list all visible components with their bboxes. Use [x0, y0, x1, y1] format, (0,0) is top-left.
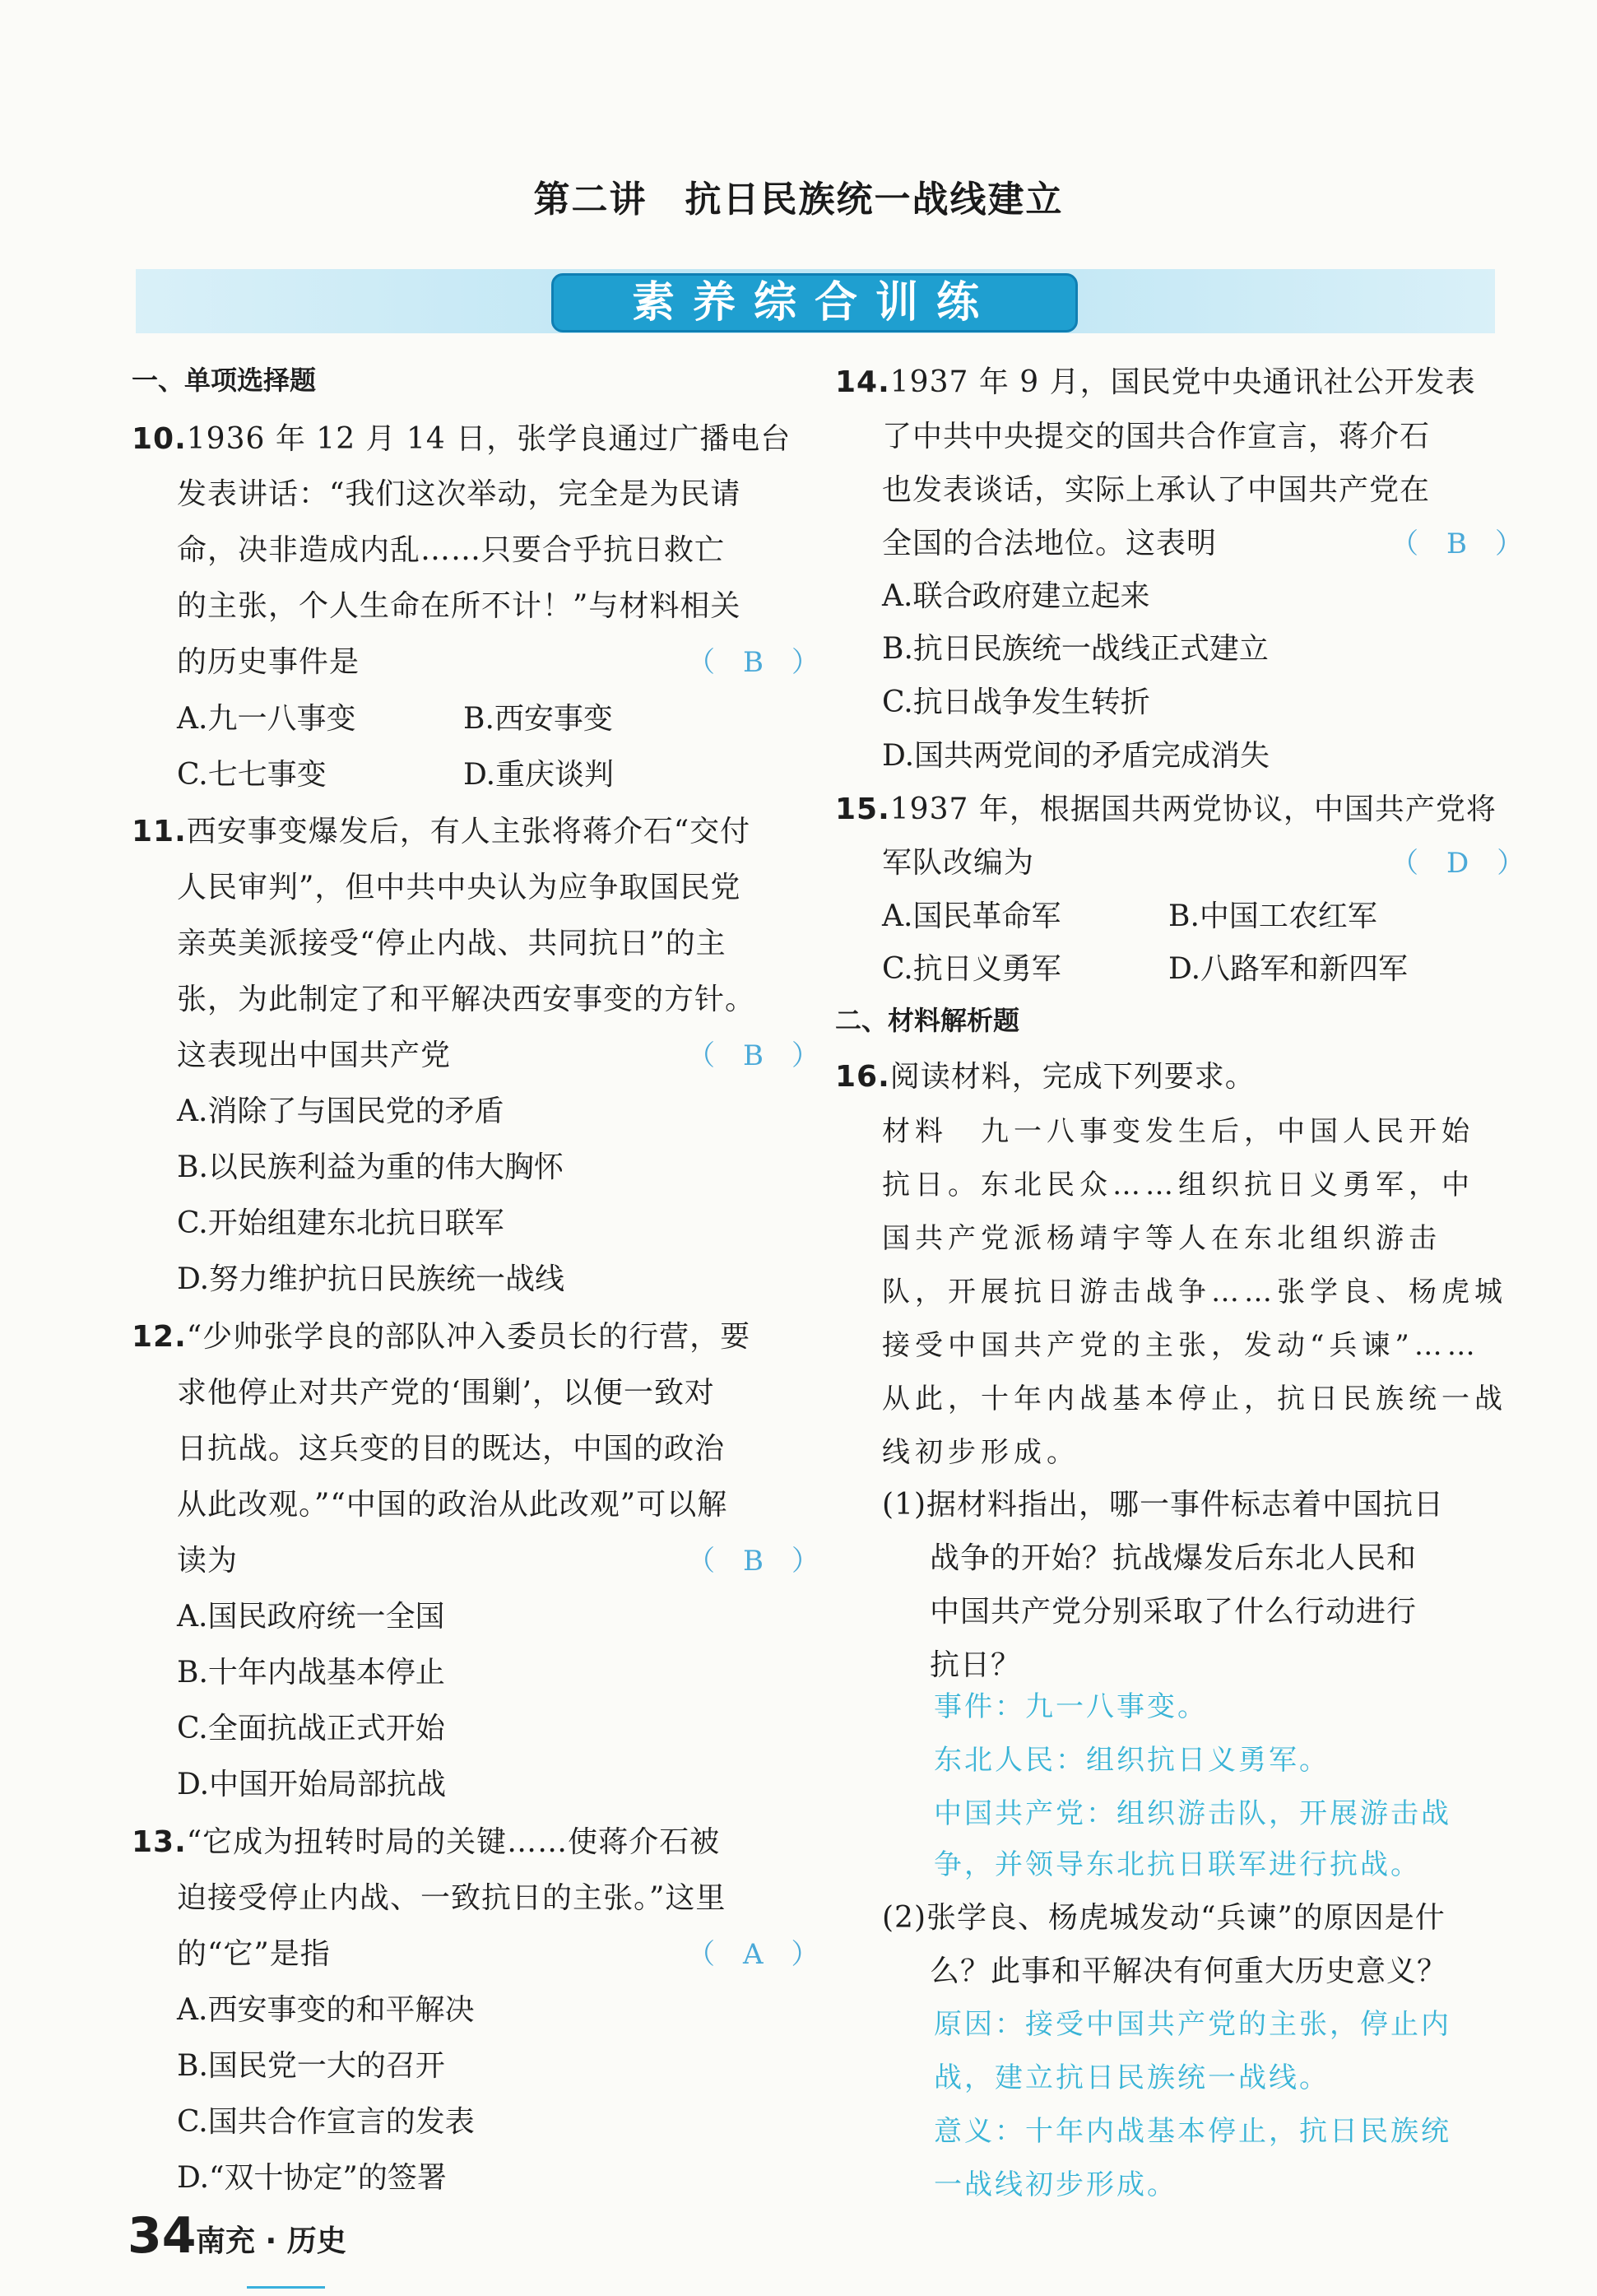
question-12-option-b: B.十年内战基本停止 [177, 1656, 445, 1689]
question-14-option-c: C.抗日战争发生转折 [882, 686, 1150, 719]
footer-label: 南充 · 历史 [196, 2224, 346, 2258]
question-14-option-d: D.国共两党间的矛盾完成消失 [882, 739, 1270, 773]
question-10-answer: （ B ） [687, 646, 819, 679]
question-15-option-a: A.国民革命军 [882, 899, 1061, 933]
question-13-line-2: 迫接受停止内战、一致抗日的主张。”这里 [177, 1881, 727, 1915]
question-11-line-5: 这表现出中国共产党 [177, 1039, 452, 1072]
question-12-line-4: 从此改观。”“中国的政治从此改观”可以解 [177, 1488, 728, 1522]
subquestion-1-line-2: 战争的开始？抗战爆发后东北人民和 [930, 1541, 1418, 1575]
question-11-option-a: A.消除了与国民党的矛盾 [177, 1095, 504, 1128]
material-line-5: 接受中国共产党的主张，发动“兵谏”…… [882, 1329, 1480, 1362]
question-10-option-a: A.九一八事变 [177, 702, 356, 736]
material-line-3: 国共产党派杨靖宇等人在东北组织游击 [882, 1222, 1441, 1255]
question-14-line-2: 了中共中央提交的国共合作宣言，蒋介石 [882, 420, 1431, 453]
handwritten-answer-2-line-4: 一战线初步形成。 [934, 2168, 1177, 2201]
subquestion-1-line-3: 中国共产党分别采取了什么行动进行 [930, 1595, 1418, 1629]
question-15-option-b: B.中国工农红军 [1168, 899, 1377, 933]
question-12-option-a: A.国民政府统一全国 [177, 1600, 445, 1634]
question-15-line-2: 军队改编为 [882, 846, 1035, 880]
question-14-line-3: 也发表谈话，实际上承认了中国共产党在 [882, 473, 1431, 507]
question-11-line-3: 亲英美派接受“停止内战、共同抗日”的主 [177, 927, 727, 960]
handwritten-answer-1-line-2: 东北人民：组织抗日义勇军。 [934, 1744, 1330, 1777]
question-12-line-1: 12.“少帅张学良的部队冲入委员长的行营，要 [132, 1320, 751, 1354]
question-11-option-c: C.开始组建东北抗日联军 [177, 1206, 504, 1240]
question-14-option-a: A.联合政府建立起来 [882, 579, 1150, 613]
question-13-line-3: 的“它”是指 [177, 1937, 331, 1971]
question-11-line-2: 人民审判”，但中共中央认为应争取国民党 [177, 871, 741, 904]
section-heading-material-analysis: 二、材料解析题 [835, 1005, 1020, 1036]
question-10-line-3: 命，决非造成内乱……只要合乎抗日救亡 [177, 533, 726, 567]
question-15-option-c: C.抗日义勇军 [882, 952, 1061, 986]
question-10-option-d: D.重庆谈判 [463, 758, 615, 792]
question-16-intro: 16.阅读材料，完成下列要求。 [835, 1060, 1256, 1094]
material-line-2: 抗日。东北民众……组织抗日义勇军，中 [882, 1169, 1474, 1201]
page-number: 34 [128, 2207, 197, 2265]
material-line-6: 从此，十年内战基本停止，抗日民族统一战 [882, 1383, 1507, 1415]
handwritten-answer-1-line-4: 争，并领导东北抗日联军进行抗战。 [934, 1848, 1421, 1881]
question-11-answer: （ B ） [687, 1039, 819, 1072]
question-13-answer: （ A ） [687, 1938, 819, 1971]
question-15-line-1: 15.1937 年，根据国共两党协议，中国共产党将 [835, 792, 1497, 826]
question-13-option-b: B.国民党一大的召开 [177, 2049, 445, 2083]
question-13-option-a: A.西安事变的和平解决 [177, 1993, 475, 2027]
question-10-option-c: C.七七事变 [177, 758, 327, 792]
question-11-line-1: 11.西安事变爆发后，有人主张将蒋介石“交付 [132, 815, 751, 848]
question-15-answer: （ D ） [1390, 847, 1525, 880]
question-13-option-c: C.国共合作宣言的发表 [177, 2105, 475, 2139]
subquestion-1-line-4: 抗日？ [930, 1648, 1022, 1682]
question-11-line-4: 张，为此制定了和平解决西安事变的方针。 [177, 983, 756, 1016]
subquestion-1-line-1: (1)据材料指出，哪一事件标志着中国抗日 [882, 1488, 1444, 1522]
subquestion-2-line-2: 么？此事和平解决有何重大历史意义？ [930, 1954, 1448, 1988]
question-12-line-2: 求他停止对共产党的‘围剿’，以便一致对 [177, 1376, 715, 1410]
handwritten-answer-1-line-1: 事件：九一八事变。 [934, 1690, 1208, 1723]
question-13-line-1: 13.“它成为扭转时局的关键……使蒋介石被 [132, 1825, 721, 1859]
banner-text: 素养综合训练 [631, 278, 997, 328]
question-11-option-b: B.以民族利益为重的伟大胸怀 [177, 1150, 564, 1184]
question-11-option-d: D.努力维护抗日民族统一战线 [177, 1262, 565, 1296]
question-12-line-3: 日抗战。这兵变的目的既达，中国的政治 [177, 1432, 726, 1466]
question-10-line-1: 10.1936 年 12 月 14 日，张学良通过广播电台 [132, 422, 792, 456]
question-14-line-1: 14.1937 年 9 月，国民党中央通讯社公开发表 [835, 365, 1476, 399]
question-14-answer: （ B ） [1390, 528, 1523, 560]
question-12-option-d: D.中国开始局部抗战 [177, 1768, 447, 1801]
handwritten-answer-2-line-1: 原因：接受中国共产党的主张，停止内 [934, 2008, 1451, 2041]
question-14-option-b: B.抗日民族统一战线正式建立 [882, 632, 1269, 666]
section-banner [551, 273, 1078, 332]
question-15-option-d: D.八路军和新四军 [1168, 952, 1409, 986]
material-line-1: 材料 九一八事变发生后，中国人民开始 [882, 1115, 1474, 1148]
question-10-line-4: 的主张，个人生命在所不计！”与材料相关 [177, 589, 741, 623]
question-14-line-4: 全国的合法地位。这表明 [882, 527, 1218, 560]
question-13-option-d: D.“双十协定”的签署 [177, 2161, 447, 2195]
question-12-answer: （ B ） [687, 1545, 819, 1578]
question-10-line-2: 发表讲话：“我们这次举动，完全是为民请 [177, 477, 741, 511]
handwritten-answer-1-line-3: 中国共产党：组织游击队，开展游击战 [934, 1797, 1451, 1830]
material-line-4: 队，开展抗日游击战争……张学良、杨虎城 [882, 1276, 1507, 1308]
material-line-7: 线初步形成。 [882, 1436, 1079, 1469]
question-10-option-b: B.西安事变 [463, 702, 613, 736]
question-12-option-c: C.全面抗战正式开始 [177, 1712, 445, 1745]
section-heading-single-choice: 一、单项选择题 [132, 365, 317, 396]
question-10-line-5: 的历史事件是 [177, 645, 360, 679]
question-12-line-5: 读为 [177, 1544, 239, 1578]
handwritten-answer-2-line-2: 战，建立抗日民族统一战线。 [934, 2061, 1330, 2094]
handwritten-answer-2-line-3: 意义：十年内战基本停止，抗日民族统 [934, 2115, 1451, 2148]
subquestion-2-line-1: (2)张学良、杨虎城发动“兵谏”的原因是什 [882, 1901, 1446, 1935]
page-title: 第二讲 抗日民族统一战线建立 [533, 179, 1064, 221]
footer-underline [247, 2286, 325, 2289]
